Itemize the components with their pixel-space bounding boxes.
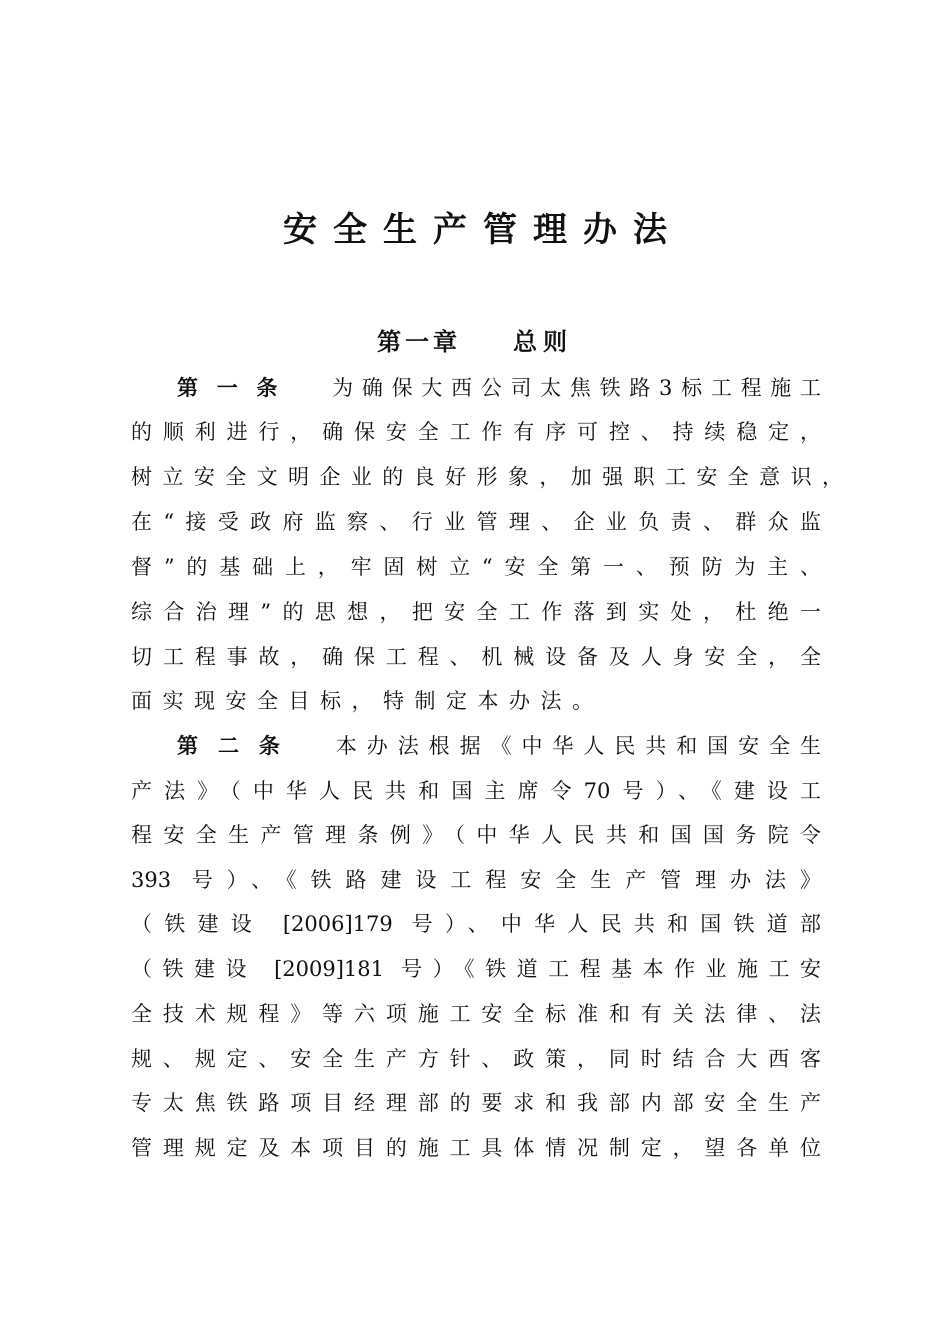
article-2-line-3: 程安全生产管理条例》（中华人民共和国国务院令	[131, 823, 821, 847]
article-1-line-7: 切工程事故，确保工程、机械设备及人身安全，全	[131, 645, 821, 669]
article-2-line-4: 393 号）、《铁路建设工程安全生产管理办法》	[131, 868, 821, 892]
article-2-line-9: 专太焦铁路项目经理部的要求和我部内部安全生产	[131, 1091, 821, 1115]
article-2-text-1: 本办法根据《中华人民共和国安全生	[335, 734, 822, 758]
chapter-name: 总则	[513, 328, 573, 356]
article-1-line-2: 的顺利进行，确保安全工作有序可控、持续稳定，	[131, 420, 821, 444]
article-1-text-1: 为确保大西公司太焦铁路3标工程施工	[332, 376, 822, 400]
article-2-line-2: 产法》（中华人民共和国主席令70号）、《建设工	[131, 779, 821, 803]
article-1-line-5: 督”的基础上，牢固树立“安全第一、预防为主、	[131, 555, 821, 579]
chapter-number: 第一章	[377, 328, 461, 356]
article-1-line-3: 树立安全文明企业的良好形象，加强职工安全意识，	[131, 465, 843, 489]
article-2-label: 第二条	[177, 734, 300, 758]
article-1-line-4: 在“接受政府监察、行业管理、企业负责、群众监	[131, 510, 821, 534]
article-2-line-7: 全技术规程》等六项施工安全标准和有关法律、法	[131, 1002, 821, 1026]
document-title: 安全生产管理办法	[283, 210, 683, 250]
article-2-line-5: （铁建设 [2006]179 号）、中华人民共和国铁道部	[131, 912, 821, 936]
chapter-heading	[0, 322, 950, 362]
article-1-label: 第一条	[177, 376, 297, 400]
article-1-line-6: 综合治理”的思想，把安全工作落到实处，杜绝一	[131, 600, 821, 624]
article-2-line-6: （铁建设 [2009]181 号）《铁道工程基本作业施工安	[131, 957, 821, 981]
article-1-line-1	[177, 366, 821, 410]
article-2-line-8: 规、规定、安全生产方针、政策，同时结合大西客	[131, 1047, 821, 1071]
article-2-line-1	[177, 724, 821, 768]
article-1-line-8: 面实现安全目标，特制定本办法。	[131, 689, 593, 713]
article-2-line-10: 管理规定及本项目的施工具体情况制定，望各单位	[131, 1136, 821, 1160]
